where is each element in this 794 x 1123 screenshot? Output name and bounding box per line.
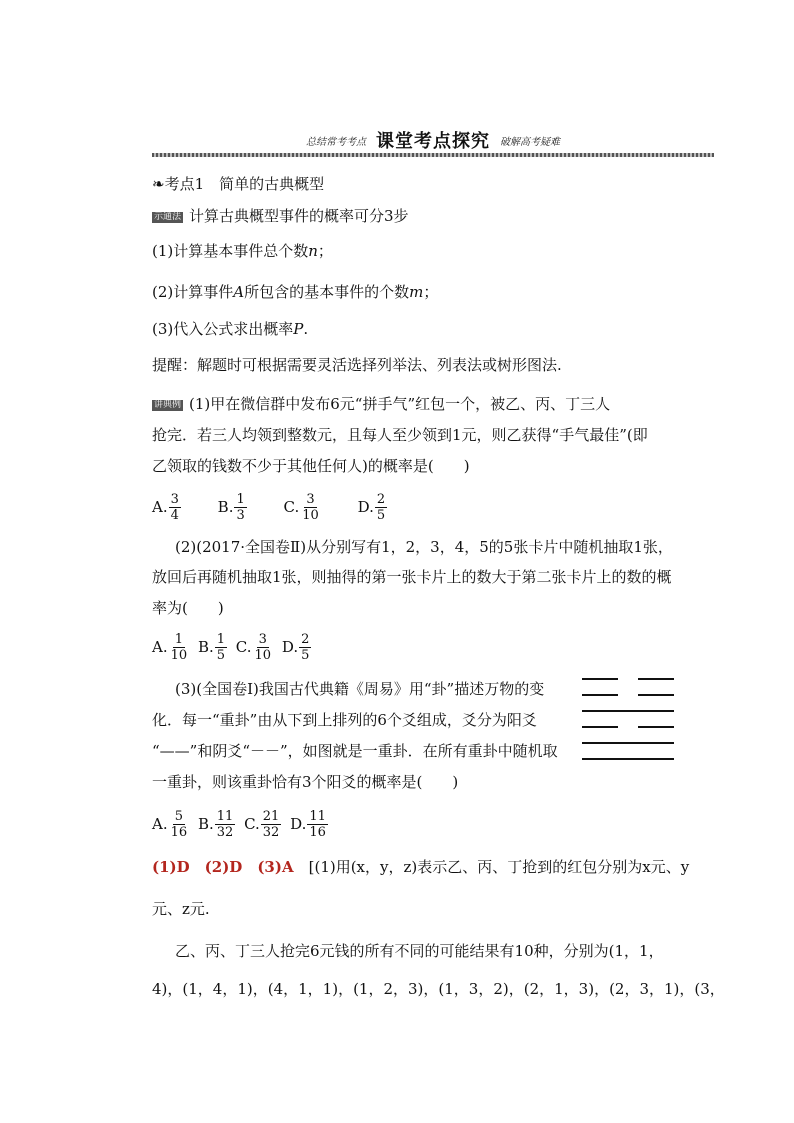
yang-line (582, 710, 674, 712)
example-q1-line2: 抢完．若三人均领到整数元，且每人至少领到1元，则乙获得“手气最佳”(即 (152, 426, 648, 444)
numerator: 3 (258, 631, 267, 647)
fraction (215, 809, 236, 840)
option-label: A. (152, 638, 168, 656)
yang-segment (582, 758, 674, 760)
denominator: 5 (301, 647, 310, 663)
fraction (169, 809, 190, 840)
step-2 (152, 282, 438, 302)
q3-option-c (244, 806, 281, 842)
denominator: 32 (216, 824, 234, 840)
option-label: B. (197, 638, 214, 656)
example-q1-line1 (152, 394, 610, 414)
example-q3-line3: “——”和阴爻“－－”，如图就是一重卦．在所有重卦中随机取 (152, 742, 558, 760)
header-title: 课堂考点探究 (376, 131, 490, 152)
fraction (234, 492, 246, 523)
denominator: 3 (236, 507, 245, 523)
numerator: 2 (376, 491, 386, 507)
var-p: P (293, 320, 304, 338)
q3-options (152, 806, 342, 842)
option-label: D. (357, 498, 374, 516)
numerator: 3 (306, 491, 315, 507)
yin-line (582, 726, 674, 728)
method-title: 计算古典概型事件的概率可分3步 (189, 207, 409, 225)
q1-options (152, 489, 401, 525)
denominator: 10 (254, 647, 272, 663)
step-2-punct: ； (423, 283, 439, 301)
yin-segment (638, 678, 674, 680)
answer-line1 (152, 857, 689, 877)
yang-segment (582, 742, 674, 744)
solution-text-1: [(1)用(x，y，z)表示乙、丙、丁抢到的红包分别为x元、y (308, 858, 690, 876)
q1-option-a (152, 489, 181, 525)
answer-3: (3)A (257, 858, 294, 876)
answer-2: (2)D (204, 858, 243, 876)
step-3-text: (3)代入公式求出概率 (152, 320, 294, 338)
header-right-caption: 破解高考疑难 (500, 136, 560, 148)
option-label: A. (152, 498, 168, 516)
numerator: 21 (262, 808, 280, 824)
step-2-text-b: 所包含的基本事件的个数 (244, 283, 410, 301)
denominator: 16 (170, 824, 188, 840)
page-header (152, 128, 714, 152)
option-label: C. (235, 638, 252, 656)
step-1-punct: ； (317, 242, 333, 260)
method-tag: 示通法 (154, 212, 182, 222)
denominator: 16 (309, 824, 326, 840)
method-line (152, 206, 409, 226)
yang-line (582, 758, 674, 760)
option-label: C. (283, 498, 300, 516)
denominator: 10 (170, 647, 188, 663)
numerator: 1 (174, 631, 184, 647)
option-label: D. (290, 815, 307, 833)
yin-segment (582, 694, 618, 696)
fraction (261, 809, 282, 840)
q1-option-d (358, 489, 388, 525)
denominator: 32 (262, 824, 280, 840)
section-title: ❧考点1 简单的古典概型 (152, 175, 325, 193)
numerator: 11 (309, 808, 326, 824)
yin-line (582, 678, 674, 680)
yin-segment (638, 694, 674, 696)
yin-line (582, 694, 674, 696)
numerator: 1 (216, 631, 226, 647)
example-q3-line1: (3)(全国卷Ⅰ)我国古代典籍《周易》用“卦”描述万物的变 (175, 680, 545, 698)
numerator: 5 (174, 808, 184, 824)
q2-option-b (198, 629, 227, 665)
q3-option-b (198, 806, 235, 842)
example-q3-line2: 化．每一“重卦”由从下到上排列的6个爻组成，爻分为阳爻 (152, 711, 537, 729)
option-label: C. (244, 815, 260, 833)
fraction (300, 492, 321, 523)
yin-segment (582, 678, 618, 680)
header-rule (152, 153, 714, 157)
q2-option-a (152, 629, 189, 665)
fraction (215, 632, 227, 663)
yin-segment (582, 726, 618, 728)
denominator: 5 (376, 507, 386, 523)
q1-option-b (218, 489, 247, 525)
numerator: 2 (301, 631, 310, 647)
var-a: A (233, 283, 245, 301)
example-tag: 讲典例 (154, 400, 182, 410)
q2-option-d (282, 629, 312, 665)
q3-option-a (152, 806, 189, 842)
q2-options (152, 629, 325, 665)
step-3 (152, 319, 308, 339)
answer-line4: 4)，(1，4，1)，(4，1，1)，(1，2，3)，(1，3，2)，(2，1，3)，(2，3，1)，(3， (152, 980, 725, 998)
answer-1: (1)D (152, 858, 190, 876)
fraction (253, 632, 274, 663)
fraction (375, 492, 387, 523)
example-q1-line3: 乙领取的钱数不少于其他任何人)的概率是( ) (152, 457, 470, 475)
fraction (307, 809, 328, 840)
option-label: D. (281, 638, 299, 656)
numerator: 1 (236, 491, 245, 507)
example-q2-line2: 放回后再随机抽取1张，则抽得的第一张卡片上的数大于第二张卡片上的数的概 (152, 568, 672, 586)
q2-option-c (236, 629, 273, 665)
fraction (299, 632, 311, 663)
example-q2-line3: 率为( ) (152, 599, 224, 617)
var-n: n (308, 242, 318, 260)
step-1 (152, 241, 333, 261)
denominator: 4 (170, 507, 179, 523)
reminder: 提醒：解题时可根据需要灵活选择列举法、列表法或树形图法. (152, 356, 562, 374)
q3-option-d (290, 806, 328, 842)
hexagram-figure (582, 678, 674, 760)
denominator: 10 (302, 507, 319, 523)
yang-segment (582, 710, 674, 712)
option-label: B. (197, 815, 214, 833)
fraction (169, 632, 190, 663)
yin-segment (638, 726, 674, 728)
step-2-text: (2)计算事件 (152, 283, 234, 301)
yang-line (582, 742, 674, 744)
option-label: A. (152, 815, 168, 833)
step-1-text: (1)计算基本事件总个数 (152, 242, 309, 260)
denominator: 5 (216, 647, 226, 663)
q1-option-c (284, 489, 321, 525)
fraction (169, 492, 181, 523)
example-q2-line1: (2)(2017·全国卷Ⅱ)从分别写有1，2，3，4，5的5张卡片中随机抽取1张， (175, 538, 673, 556)
header-left-caption: 总结常考考点 (306, 136, 366, 148)
answer-line2: 元、z元. (152, 900, 210, 918)
option-label: B. (217, 498, 234, 516)
numerator: 3 (170, 491, 179, 507)
var-m: m (409, 283, 424, 301)
answer-line3: 乙、丙、丁三人抢完6元钱的所有不同的可能结果有10种，分别为(1，1， (175, 942, 664, 960)
q1-text-1: (1)甲在微信群中发布6元“拼手气”红包一个，被乙、丙、丁三人 (189, 395, 611, 413)
numerator: 11 (216, 808, 234, 824)
step-3-punct: . (303, 320, 309, 338)
example-q3-line4: 一重卦，则该重卦恰有3个阳爻的概率是( ) (152, 773, 459, 791)
